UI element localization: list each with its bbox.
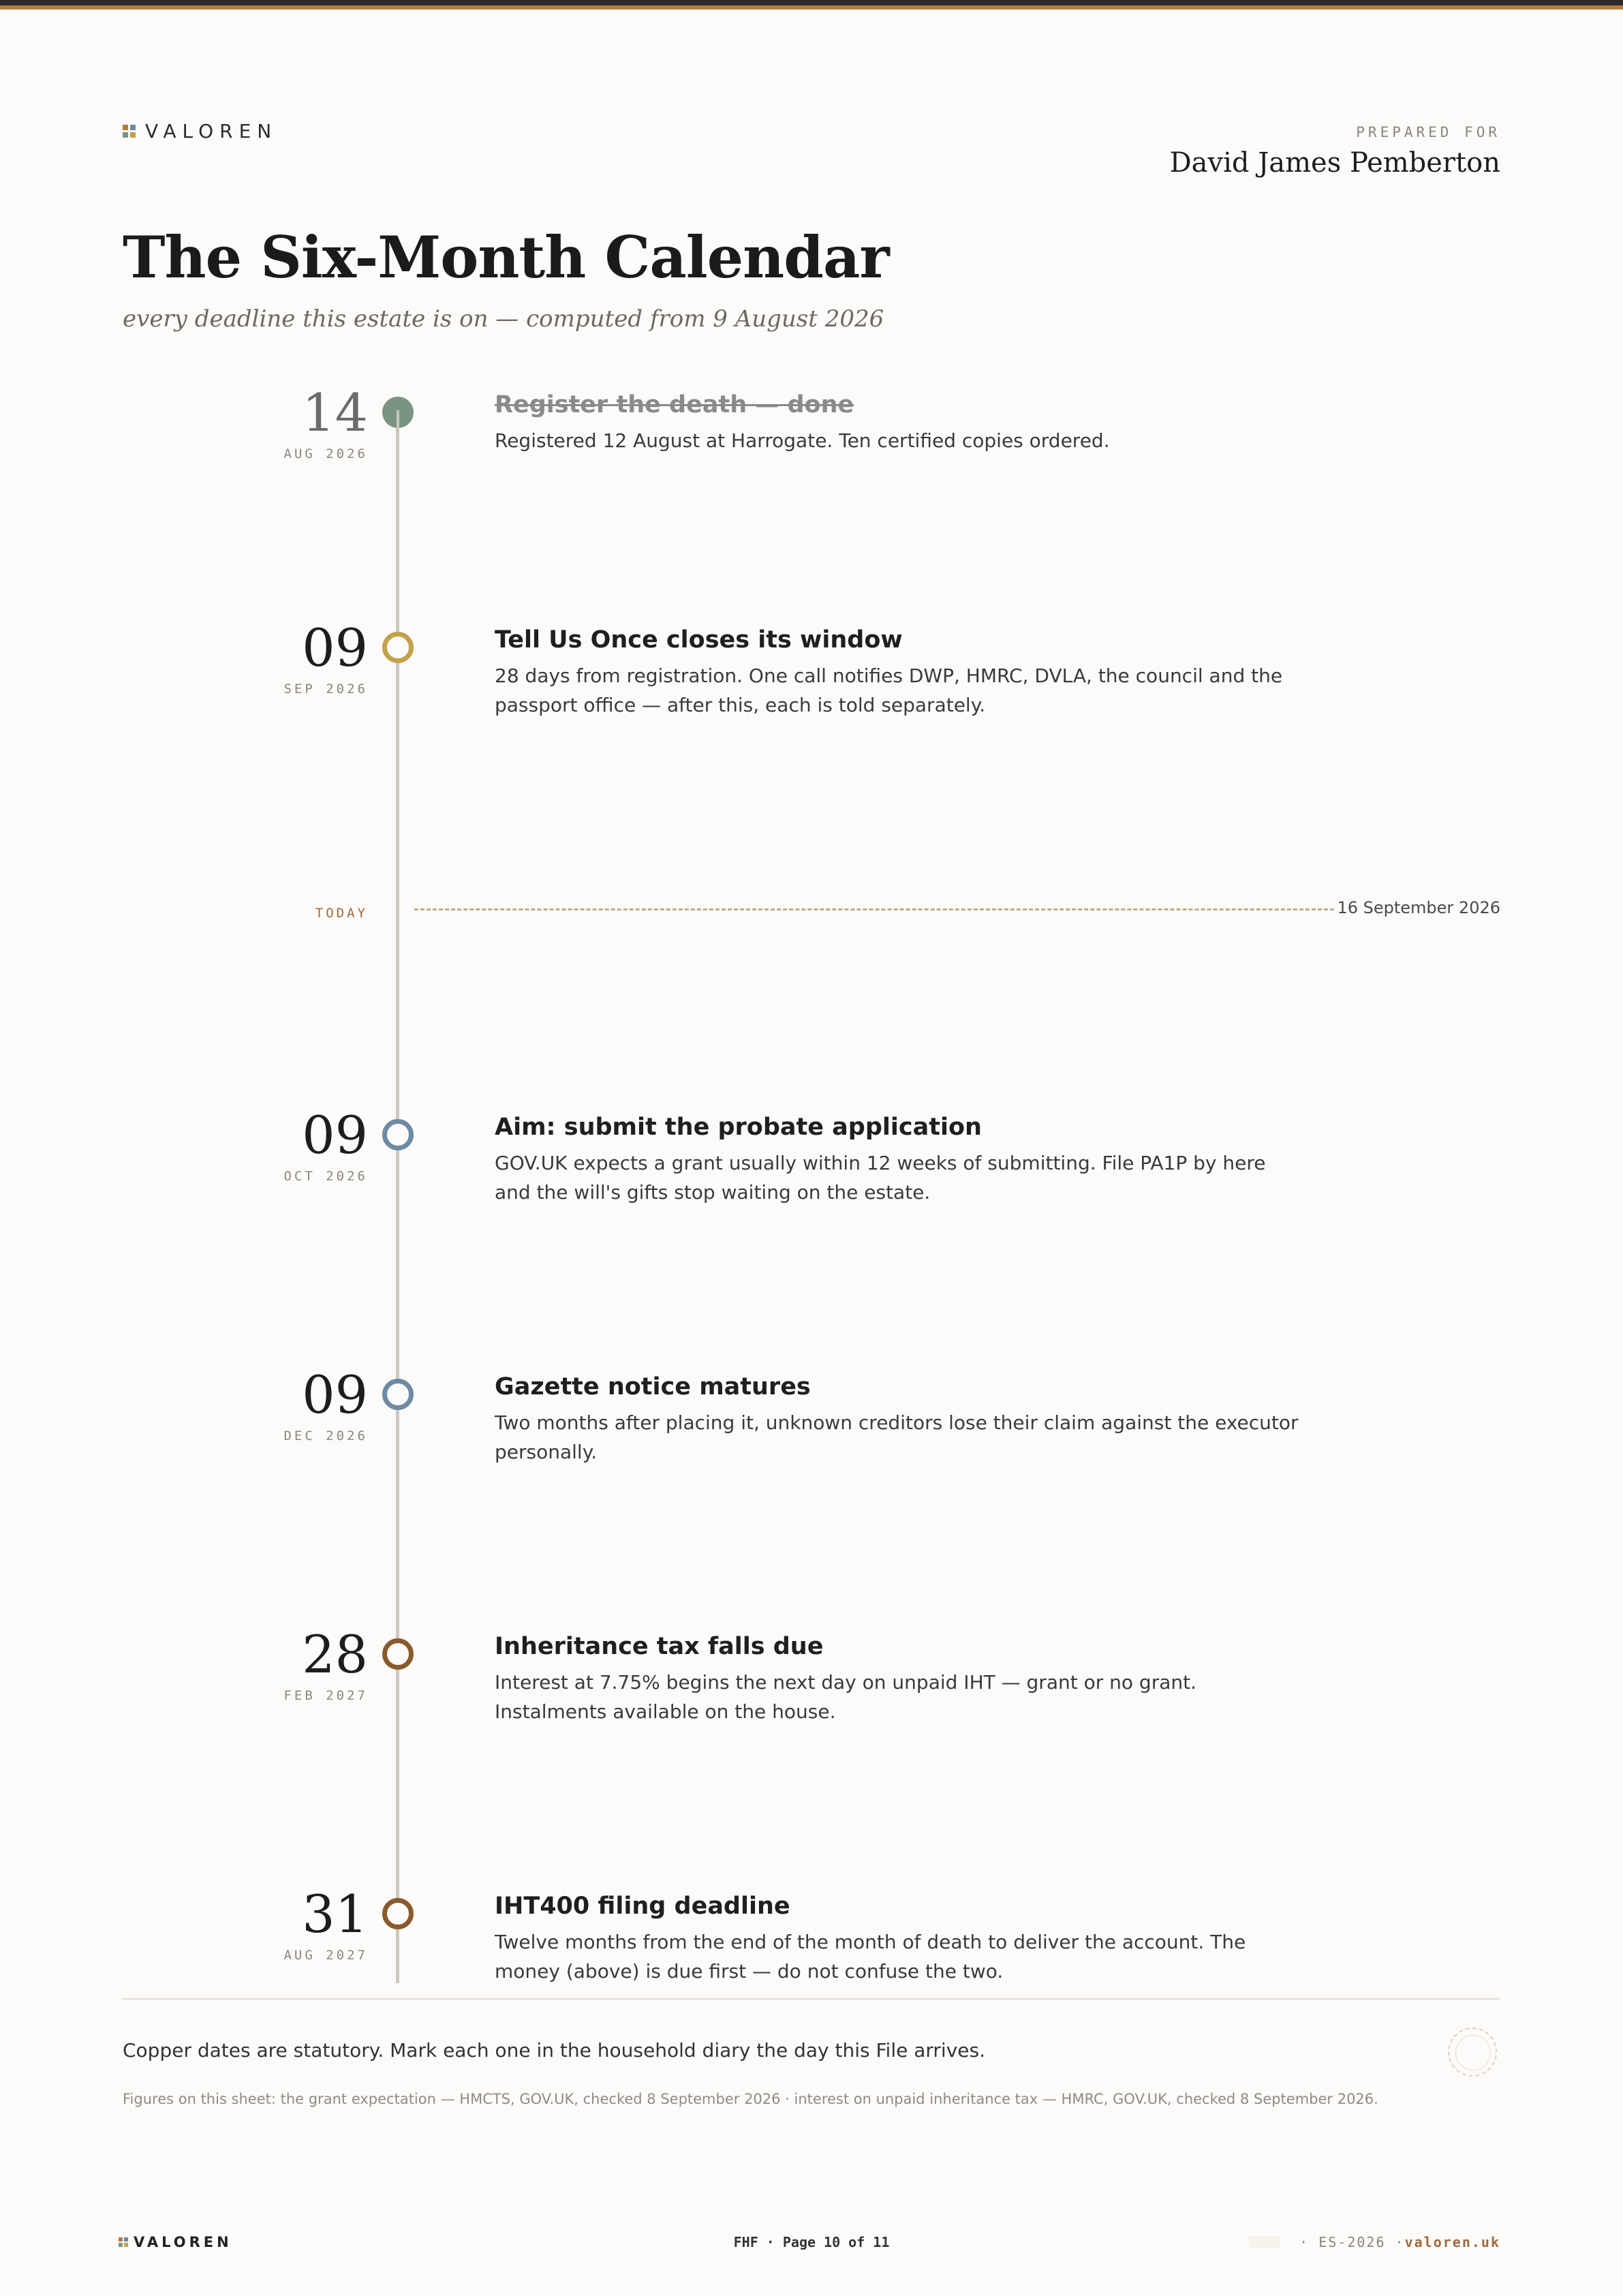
event-title: Register the death — done [495,391,854,418]
event-marker [382,1119,414,1150]
page-number: FHF · Page 10 of 11 [733,2234,890,2250]
event-title: Inheritance tax falls due [495,1633,824,1660]
event-month-year: AUG 2027 [283,1948,368,1963]
faint-placeholder [1249,2236,1280,2248]
top-band-dark [0,0,1623,5]
bottom-brand-name: VALOREN [134,2234,232,2250]
event-description: Twelve months from the end of the month of death to deliver the account. The money (above) is due first — do not confuse the two. [495,1931,1246,1983]
event-day: 14 [302,382,368,443]
brand-name: VALOREN [145,120,278,142]
event-day: 28 [302,1624,368,1685]
document-reference: · ES-2026 · [1299,2234,1405,2250]
event-description: Interest at 7.75% begins the next day on unpaid IHT — grant or no grant. Instalments available on the house. [495,1671,1196,1723]
event-description: Two months after placing it, unknown creditors lose their claim against the executor personally. [495,1411,1299,1463]
event-title: IHT400 filing deadline [495,1893,790,1920]
event-title: Gazette notice matures [495,1373,811,1400]
site-link[interactable]: valoren.uk [1404,2234,1500,2250]
today-date: 16 September 2026 [1337,898,1500,917]
event-marker [382,1638,414,1670]
brand-mark-icon [123,125,136,138]
event-title: Aim: submit the probate application [495,1114,982,1141]
event-month-year: AUG 2026 [283,446,368,461]
top-band-copper [0,5,1623,10]
prepared-for-label: PREPARED FOR [1356,124,1500,140]
event-month-year: SEP 2026 [283,682,368,697]
today-label: TODAY [315,906,368,921]
event-day: 09 [302,1364,368,1425]
event-month-year: DEC 2026 [283,1428,368,1443]
seal-stamp-icon [1448,2027,1497,2077]
page-subtitle: every deadline this estate is on — computed from 9 August 2026 [123,305,884,333]
footer-divider [123,1998,1500,2000]
prepared-for-block [1170,124,1500,179]
page-title: The Six-Month Calendar [123,224,889,291]
event-day: 09 [302,1105,368,1165]
bottom-reference [1249,2234,1500,2250]
client-name: David James Pemberton [1169,147,1500,179]
event-description: 28 days from registration. One call notifies DWP, HMRC, DVLA, the council and the passport office — after this, each is told separately. [495,664,1283,716]
footer-note: Copper dates are statutory. Mark each one in the household diary the day this File arrives. [123,2039,985,2062]
event-marker [382,1898,414,1929]
event-marker [382,632,414,663]
event-description: GOV.UK expects a grant usually within 12 weeks of submitting. File PA1P by here and the will's gifts stop waiting on the estate. [495,1152,1266,1204]
top-accent-band [0,0,1623,11]
event-day: 31 [302,1884,368,1944]
event-marker [382,397,414,428]
event-description: Registered 12 August at Harrogate. Ten certified copies ordered. [495,429,1110,452]
brand-mark-square [130,132,136,138]
event-month-year: FEB 2027 [283,1688,368,1703]
brand-logo [123,120,277,142]
event-month-year: OCT 2026 [283,1169,368,1184]
footer-sources: Figures on this sheet: the grant expectation — HMCTS, GOV.UK, checked 8 September 2026 · interest on unpaid inheritance tax — HMRC, GOV.UK, checked 8 September 2026. [123,2091,1378,2107]
brand-mark-square [123,132,128,138]
event-marker [382,1379,414,1410]
event-day: 09 [302,617,368,678]
brand-mark-square [123,125,128,130]
event-title: Tell Us Once closes its window [495,626,903,654]
brand-mark-square [130,125,136,130]
today-dashed-line [414,908,1334,910]
